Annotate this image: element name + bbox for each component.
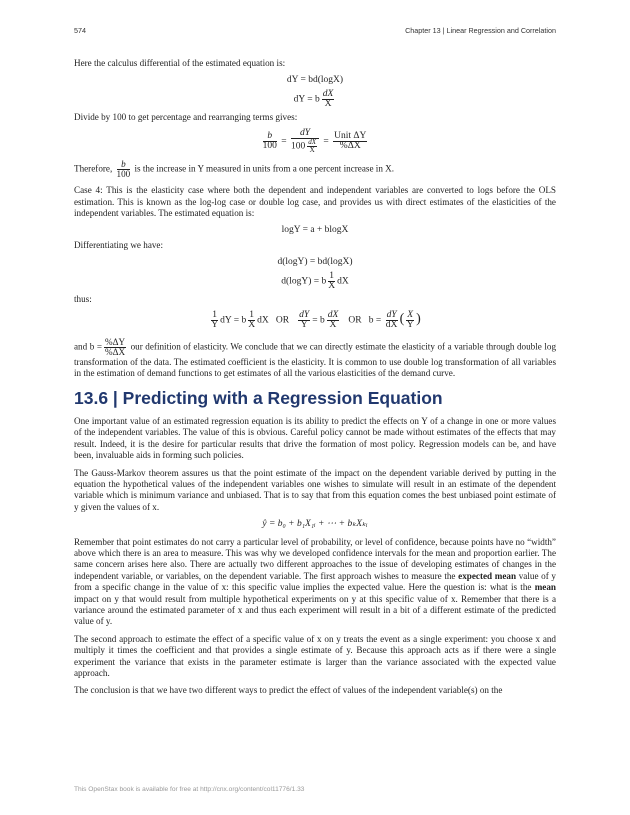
fraction-numerator: dY <box>386 310 397 321</box>
equals-sign: = <box>281 136 287 147</box>
page-content <box>74 58 556 703</box>
paragraph-divide-100: Divide by 100 to get percentage and rearranging terms gives: <box>74 111 298 122</box>
equation-dlogY-b-1-X-dX <box>74 272 556 291</box>
paragraph-gauss-markov: The Gauss-Markov theorem assures us that the point estimate of the impact on the dependent variable derived by putting in the equation the hypothetical values of the independent variables one wishes to simulate will result in an estimate of the dependent variable which is minimum variance and unbiased. That is to say that from this equation comes the best unbiased point estimate of y given the values of x. <box>74 467 556 512</box>
paragraph-point-estimates <box>74 537 556 628</box>
text-part-b: value of y from a specific change in the value of x: this specific value implies the expected value. Here the question is: what is the <box>74 570 556 593</box>
equation-text: dY = bd(logX) <box>286 75 344 86</box>
fraction-dY-dX <box>386 311 398 330</box>
fraction-denominator: X <box>329 320 337 331</box>
fraction-pctY-pctX <box>104 338 126 357</box>
equation-logY <box>74 225 556 236</box>
fraction-denominator: 100 <box>262 141 277 152</box>
fraction-denominator: %ΔX <box>339 141 361 152</box>
or-label: OR <box>348 315 362 326</box>
fraction-1-Y <box>211 311 218 330</box>
fraction-dY-100dX-X <box>291 129 319 154</box>
chapter-header: Chapter 13 | Linear Regression and Correlation <box>405 26 556 35</box>
fraction-numerator: dX <box>327 310 339 321</box>
fraction-dX-X <box>322 90 335 109</box>
text-part-c: impact on y that would result from multiple hypothetical experiments on y at this specific value of x. Remember that there is a variance around the estimated parameter of x and thus each experiment will result in a bit of a different estimate of the predicted value of y. <box>74 593 556 627</box>
fraction-dX-X-small <box>307 139 317 154</box>
equation-eq-b: = b <box>312 315 325 326</box>
section-title: 13.6 | Predicting with a Regression Equation <box>74 387 443 408</box>
fraction-numerator: dX <box>322 88 334 99</box>
fraction-denominator: dX <box>385 320 398 331</box>
paragraph-differentiating: Differentiating we have: <box>74 239 164 250</box>
equation-text: ŷ = b₀ + b₁X₁ᵢ + ⋯ + bₖXₖᵢ <box>262 519 368 530</box>
equation-dlogY <box>74 257 556 268</box>
fraction-numerator: %ΔY <box>104 337 126 348</box>
equation-lhs: d(logY) = b <box>281 276 327 287</box>
equation-dY-b-dX-over-X <box>74 90 556 109</box>
denominator-100: 100 <box>290 141 306 152</box>
fraction-numerator: 1 <box>212 310 218 321</box>
paragraph-therefore <box>74 160 556 179</box>
fraction-b-100 <box>263 132 277 151</box>
fraction-denominator: Y <box>406 320 414 331</box>
fraction-denominator: X <box>248 320 256 331</box>
fraction-denominator: X <box>324 98 332 109</box>
fraction-1-X-b <box>248 311 255 330</box>
fraction-denominator: Y <box>300 320 308 331</box>
text-expected-mean: expected mean <box>458 570 517 581</box>
equals-sign: = <box>323 136 329 147</box>
fraction-numerator: 1 <box>249 310 255 321</box>
text-elasticity: our definition of elasticity. We conclude that we can directly estimate the elasticity of a variable through double log transformation of the data. The estimated coefficient is the elasticity. It is common to use double log transformation of all variables in the estimation of demand functions to get estimates of all the various elasticities of the demand curve. <box>74 341 557 379</box>
fraction-numerator: dY <box>291 129 319 139</box>
fraction-numerator: b <box>117 160 131 170</box>
fraction-denominator <box>291 139 319 154</box>
fraction-b-100-inline <box>117 160 131 179</box>
equation-dX: dX <box>257 315 269 326</box>
fraction-denominator: 100 <box>116 169 131 180</box>
paragraph-second-approach: The second approach to estimate the effect of a specific value of x on y treats the event as a single experiment: you choose x and multiply it times the coefficient and that provides a single estimate of y. Because this approach acts as if there were a single experiment the variance that exists in the parameter estimate is larger than the variance associated with the expected value approach. <box>74 633 556 678</box>
footer-text: This OpenStax book is available for free at http://cnx.org/content/col11776/1.33 <box>74 786 305 793</box>
paragraph-case-4: Case 4: This is the elasticity case where both the dependent and independent variables are converted to logs before the OLS estimation. This is known as the log-log case or double log case, and provides us with direct estimates of the elasticities of the independent variables. The estimated equation is: <box>74 185 556 219</box>
fraction-numerator: dY <box>299 310 310 321</box>
fraction-X-Y <box>406 311 414 330</box>
text-increase: is the increase in Y measured in units from a one percent increase in X. <box>134 163 395 174</box>
equation-b-eq: b = <box>89 341 102 352</box>
page-number: 574 <box>74 26 86 35</box>
fraction-numerator: X <box>407 310 414 321</box>
fraction-numerator: Unit ΔY <box>334 131 367 142</box>
fraction-numerator: 1 <box>329 270 335 281</box>
fraction-numerator: dX <box>308 138 317 147</box>
equation-text: logY = a + blogX <box>281 225 349 236</box>
fraction-unit-pct <box>333 132 367 151</box>
fraction-dY-Y <box>298 311 310 330</box>
fraction-1-X <box>328 272 335 291</box>
paragraph-differential-intro: Here the calculus differential of the estimated equation is: <box>74 58 286 68</box>
text-mean: mean <box>534 582 556 593</box>
paragraph-important-value: One important value of an estimated regression equation is its ability to predict the effects on Y of a change in one or more values of the independent variables. The value of this is obvious. Careful policy cannot be made without estimates of the effects that may result. Indeed, it is the desire for particular results that drive the formation of most policy. Regression models can be, and have been, invaluable aids in forming such policies. <box>74 415 556 461</box>
paragraph-thus: thus: <box>74 293 92 304</box>
fraction-denominator: Y <box>211 320 219 331</box>
equation-b-eq: b = <box>368 315 382 326</box>
equation-prediction <box>74 519 556 530</box>
fraction-dX-X-c <box>327 311 340 330</box>
equation-elasticity-forms: $\frac{1}{Y}$ dY = b $\frac{1}{X}$ dX OR $\frac{dY}{Y}$ = b $\frac{dX}{X}$ OR b = $\frac{dY}{dX}$ ( $\frac{X}{Y}$ ) <box>211 310 421 331</box>
fraction-denominator: %ΔX <box>104 347 126 358</box>
fraction-denominator: X <box>328 280 336 291</box>
text-therefore: Therefore, <box>74 163 113 174</box>
or-label: OR <box>275 315 290 326</box>
equation-dY-b: dY = b <box>220 315 247 326</box>
equation-dX: dX <box>337 276 349 287</box>
paragraph-elasticity-definition <box>74 338 556 380</box>
text-part-a: Remember that point estimates do not carry a particular level of probability, or level of confidence, because points have no “width” above which there is an area to measure. This was why we developed confidence intervals for the mean and proportion earlier. The same concern arises here also. There are actually two different approaches to the issue of developing estimates of changes in the independent variable, or variables, on the dependent variable. The first approach wishes to measure the <box>74 536 556 581</box>
equation-lhs: dY = b <box>293 94 320 105</box>
text-and: and <box>74 341 88 352</box>
equation-text: d(logY) = bd(logX) <box>277 257 353 268</box>
fraction-denominator: X <box>309 146 315 155</box>
equation-percentage <box>74 129 556 154</box>
equation-dY-bd-logX <box>74 75 556 86</box>
fraction-numerator: b <box>263 132 277 142</box>
paragraph-conclusion: The conclusion is that we have two different ways to predict the effect of values of the independent variable(s) on the <box>74 685 503 696</box>
